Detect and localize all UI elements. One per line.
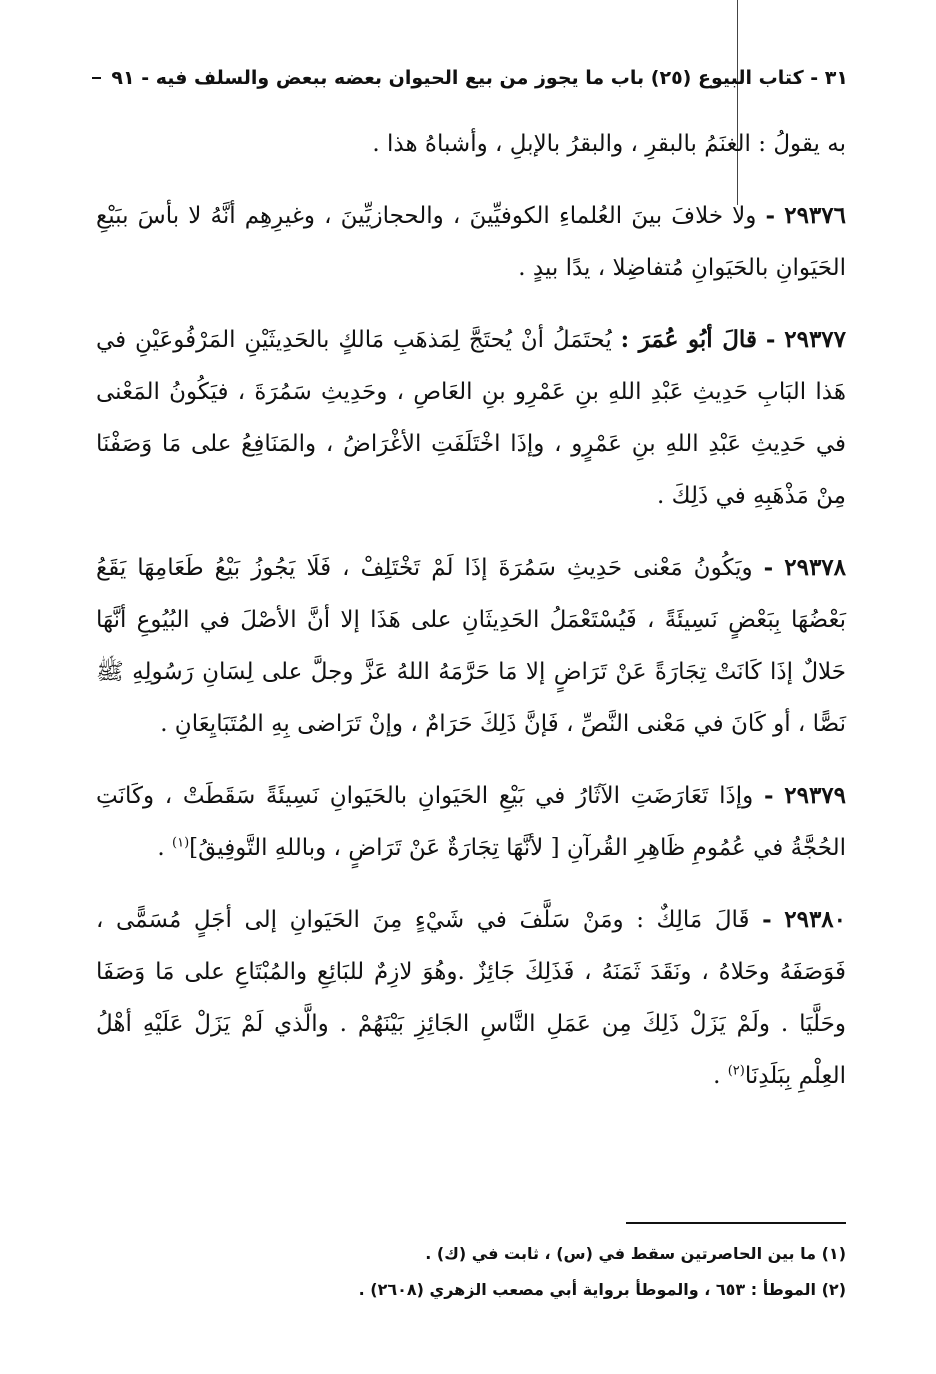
- header-title: ٣١ - كتاب البيوع (٢٥) باب ما يجوز من بيع الحيوان بعضه ببعض والسلف فيه - ٩١: [111, 67, 848, 89]
- paragraph-number: ٢٩٣٨٠: [784, 906, 847, 933]
- paragraph-text: ولا خلافَ بينَ العُلماءِ الكوفيِّينَ ، والحجازيِّينَ ، وغيرِهِم أنَّهُ لا بأسَ ببَيْعِ الحَيَوانِ بالحَيَوانِ مُتفاضِلا ، يدًا بيدٍ .: [96, 203, 846, 281]
- paragraph-number: ٢٩٣٧٦: [784, 202, 846, 229]
- footnote-2: (٢) الموطأ : ٦٥٣ ، والموطأ برواية أبي مصعب الزهري (٢٦٠٨) .: [358, 1280, 846, 1299]
- paragraph-dash: -: [765, 326, 776, 353]
- paragraph-text: به يقولُ : الغنَمُ بالبقرِ ، والبقرُ بالإبلِ ، وأشباهُ هذا .: [372, 131, 846, 157]
- running-header: [88, 58, 848, 98]
- paragraph-tail: .: [157, 835, 173, 861]
- paragraph-continuation: [96, 118, 846, 170]
- header-rule: [92, 77, 101, 79]
- main-text: [96, 118, 846, 1122]
- paragraph-dash: -: [763, 554, 774, 581]
- paragraph-29379: [96, 770, 846, 874]
- paragraph-tail: .: [713, 1063, 728, 1089]
- footnotes: [96, 1236, 846, 1308]
- paragraph-dash: -: [763, 782, 774, 809]
- paragraph-dash: -: [765, 202, 776, 229]
- paragraph-text: يُحتَمَلُ أنْ يُحتَجَّ لِمَذهَبِ مَالكٍ بالحَدِيثَيْنِ المَرْفُوعَيْنِ في هَذا البَابِ حَدِيثِ عَبْدِ اللهِ بنِ عَمْرِو بنِ العَاصِ ، وحَدِيثِ سَمُرَةَ ، فيَكُونُ المَعْنى في حَدِيثِ عَبْدِ اللهِ بنِ عَمْرٍو ، وإذَا اخْتَلَفَتِ الأغْرَاضُ ، والمَنَافِعُ على مَا وَصَفْنَا مِنْ مَذْهَبِهِ في ذَلِكَ .: [96, 327, 846, 509]
- speaker-label: قالَ أبُو عُمَرَ :: [620, 326, 757, 353]
- paragraph-29376: [96, 190, 846, 294]
- paragraph-text: وإذَا تَعَارَضَتِ الآثَارُ في بَيْعِ الحَيَوانِ بالحَيَوانِ نَسِيئَةً سَقَطَتْ ، وكَانَتِ الحُجَّةُ في عُمُومِ ظَاهِرِ القُرآنِ [ لأنَّهَا تِجَارَةٌ عَنْ تَرَاضٍ ، وباللهِ التَّوفِيقُ]: [96, 783, 846, 861]
- paragraph-29377: [96, 314, 846, 522]
- paragraph-number: ٢٩٣٧٨: [784, 554, 847, 581]
- paragraph-dash: -: [762, 906, 772, 933]
- footnote-ref[interactable]: (١): [172, 835, 190, 851]
- footnote-1: (١) ما بين الحاصرتين سقط في (س) ، ثابت في (ك) .: [425, 1244, 846, 1263]
- paragraph-number: ٢٩٣٧٩: [784, 782, 847, 809]
- paragraph-29380: [96, 894, 846, 1102]
- paragraph-text: قَالَ مَالِكٌ : ومَنْ سَلَّفَ في شَيْءٍ مِنَ الحَيَوانِ إلى أجَلٍ مُسَمًّى ، فَوَصَفَهُ وحَلاهُ ، ونَقَدَ ثَمَنَهُ ، فَذَلِكَ جَائِزٌ .وهُوَ لازِمٌ للبَائِعِ والمُبْتَاعِ على مَا وَصَفَا وحَلَّيَا . ولَمْ يَزَلْ ذَلِكَ مِن عَمَلِ النَّاسِ الجَائِزِ بَيْنَهُمْ . والَّذي لَمْ يَزَلْ عَلَيْهِ أهْلُ العِلْمِ بِبَلَدِنَا: [96, 907, 846, 1089]
- footnote-separator: [626, 1222, 846, 1224]
- paragraph-number: ٢٩٣٧٧: [784, 326, 847, 353]
- paragraph-text: ويَكُونُ مَعْنى حَدِيثِ سَمُرَةَ إذَا لَمْ تَخْتَلِفْ ، فَلَا يَجُوزُ بَيْعُ طَعَامِهَا يَقَعُ بَعْضُهَا بِبَعْضٍ نَسِيئَةً ، فَيُسْتَعْمَلُ الحَدِيثَانِ على هَذَا إلا أنَّ الأصْلَ في البُيُوعِ أنَّهَا حَلالٌ إذَا كَانَتْ تِجَارَةً عَنْ تَرَاضٍ إلا مَا حَرَّمَهُ اللهُ عَزَّ وجلَّ على لِسَانِ رَسُولِهِ ﷺ نَصًّا ، أو كَانَ في مَعْنى النَّصِّ ، فَإنَّ ذَلِكَ حَرَامٌ ، وإنْ تَرَاضى بِهِ المُتَبَايِعَانِ .: [96, 555, 846, 737]
- footnote-ref[interactable]: (٢): [727, 1063, 745, 1079]
- paragraph-29378: [96, 542, 846, 750]
